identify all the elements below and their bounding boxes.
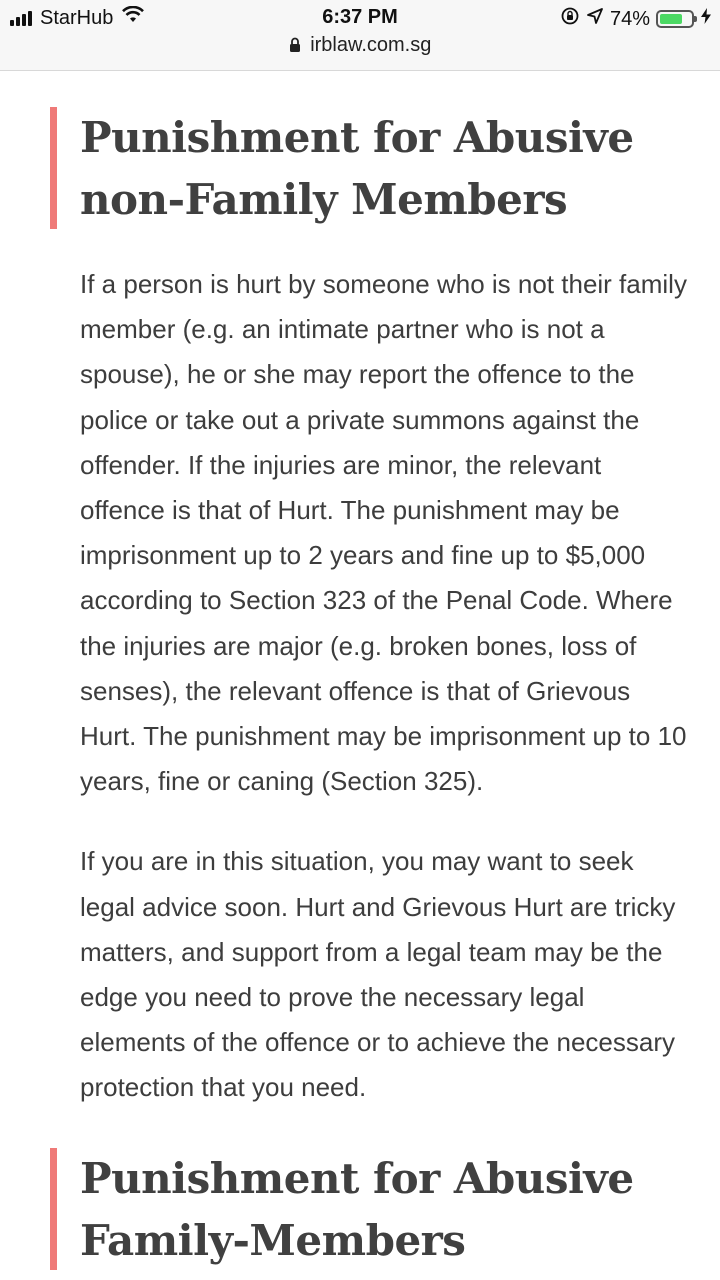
status-right (554, 6, 712, 32)
article-content (0, 71, 720, 1280)
orientation-lock-icon (560, 6, 580, 32)
battery-icon (656, 10, 694, 28)
status-bar (0, 0, 720, 71)
address-bar[interactable] (0, 34, 720, 59)
location-icon (586, 7, 604, 31)
heading-non-family: Punishment for Abusive non-Family Members (80, 113, 634, 224)
paragraph-seek-advice: If you are in this situation, you may want to seek legal advice soon. Hurt and Grievous Hurt are tricky matters, and support from a legal team may be the edge you need to prove the necessary legal elements of the offence or to achieve the necessary protection that you need. (80, 846, 676, 1103)
battery-percent: 74% (609, 7, 650, 30)
paragraph-hurt-offences: If a person is hurt by someone who is not their family member (e.g. an intimate partner who is not a spouse), he or she may report the offence to the police or take out a private summons against the offender. If the injuries are minor, the relevant offence is that of Hurt. The punishment may be imprisonment up to 2 years and fine up to $5,000 according to Section 323 of the Penal Code. Where the injuries are major (e.g. broken bones, loss of senses), the relevant offence is that of Grievous Hurt. The punishment may be imprisonment up to 10 years, fine or caning (Section 325). (80, 269, 687, 797)
heading-accent-bar (50, 1148, 57, 1270)
heading-family: Punishment for Abusive Family-Members (80, 1153, 634, 1265)
url-text: irblaw.com.sg (310, 34, 432, 56)
section-heading-1 (0, 107, 720, 231)
carrier-name: StarHub (40, 6, 114, 29)
section-heading-2 (0, 1148, 720, 1272)
status-time: 6:37 PM (322, 6, 398, 28)
charging-icon (700, 7, 712, 31)
battery-fill (660, 14, 682, 24)
heading-accent-bar (50, 107, 57, 229)
lock-icon (289, 36, 301, 59)
